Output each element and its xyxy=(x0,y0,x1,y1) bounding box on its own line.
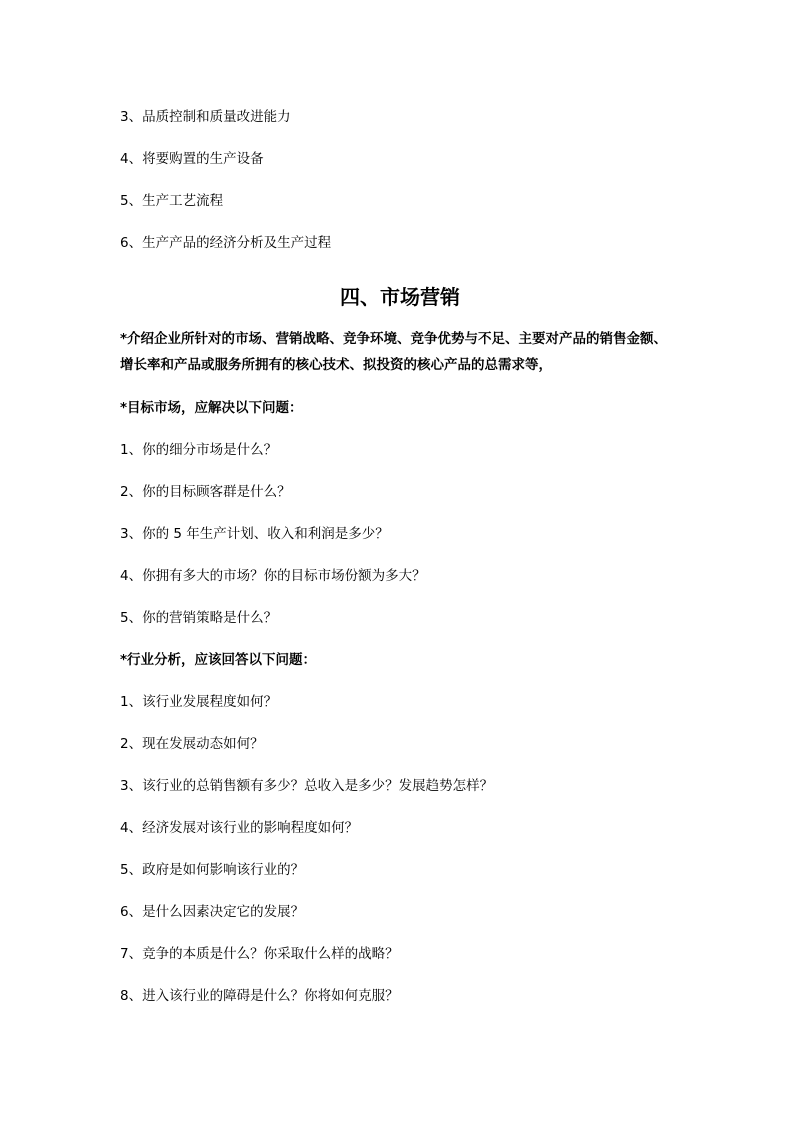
list-item: 2、现在发展动态如何？ xyxy=(120,736,264,752)
target-market-title: *目标市场，应解决以下问题： xyxy=(120,400,303,416)
list-item: 4、经济发展对该行业的影响程度如何？ xyxy=(120,820,359,836)
list-item: 5、政府是如何影响该行业的？ xyxy=(120,862,305,878)
list-item: 7、竞争的本质是什么？你采取什么样的战略？ xyxy=(120,946,399,962)
section-heading: 四、市场营销 xyxy=(340,285,460,309)
list-item: 6、生产产品的经济分析及生产过程 xyxy=(120,235,332,251)
list-item: 4、将要购置的生产设备 xyxy=(120,151,264,167)
intro-line: 增长率和产品或服务所拥有的核心技术、拟投资的核心产品的总需求等， xyxy=(120,357,552,373)
list-item: 3、品质控制和质量改进能力 xyxy=(120,109,291,125)
list-item: 4、你拥有多大的市场？你的目标市场份额为多大？ xyxy=(120,568,426,584)
list-item: 5、你的营销策略是什么？ xyxy=(120,610,278,626)
intro-line: *介绍企业所针对的市场、营销战略、竞争环境、竞争优势与不足、主要对产品的销售金额、 xyxy=(120,331,668,347)
list-item: 2、你的目标顾客群是什么？ xyxy=(120,484,291,500)
list-item: 1、你的细分市场是什么？ xyxy=(120,442,278,458)
list-item: 6、是什么因素决定它的发展？ xyxy=(120,904,305,920)
list-item: 1、该行业发展程度如何？ xyxy=(120,694,278,710)
list-item: 3、你的 5 年生产计划、收入和利润是多少？ xyxy=(120,526,389,542)
list-item: 5、生产工艺流程 xyxy=(120,193,224,209)
list-item: 3、该行业的总销售额有多少？总收入是多少？发展趋势怎样？ xyxy=(120,778,494,794)
industry-title: *行业分析，应该回答以下问题： xyxy=(120,652,317,668)
list-item: 8、进入该行业的障碍是什么？你将如何克服？ xyxy=(120,988,399,1004)
